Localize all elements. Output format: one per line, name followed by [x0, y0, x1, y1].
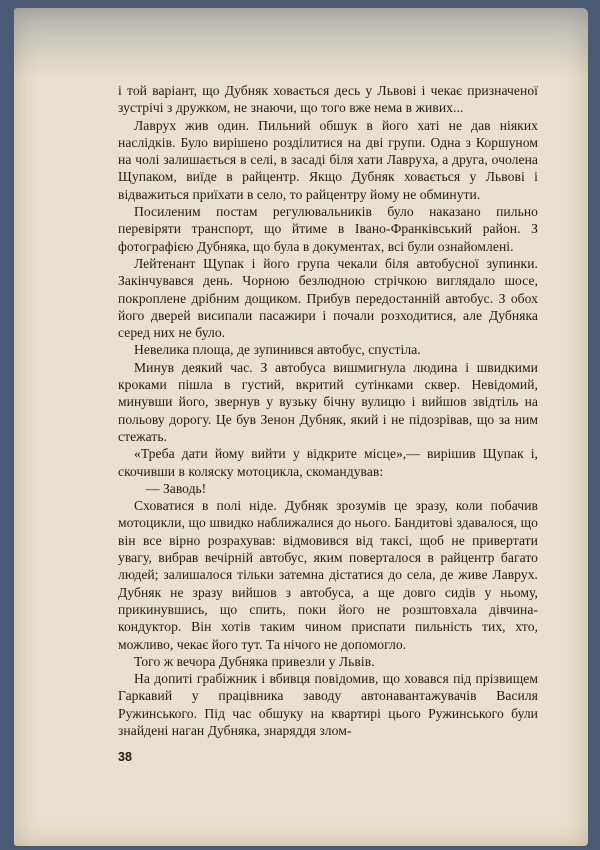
page-text — [118, 82, 538, 739]
paragraph: Минув деякий час. З автобуса вишмигнула людина і швидкими кроками пішла в густий, вкритий сутінками сквер. Невідомий, минувши його, звернув у вузьку бічну вулицю і вийшов звідтіль на польову дорогу. Це був Зенон Дубняк, який і не підозрівав, що за ним стежать. — [118, 359, 538, 444]
paragraph: На допиті грабіжник і вбивця повідомив, що ховався під прізвищем Гаркавий у працівника заводу автонавантажувачів Василя Ружинського. Під час обшуку на квартирі цього Ружинського були знайдені наган Дубняка, знаряддя злом- — [118, 671, 538, 738]
paragraph: Посиленим постам регулювальників було наказано пильно перевіряти транспорт, що йтиме в Івано-Франківський район. З фотографією Дубняка, що була в документах, всі були ознайомлені. — [118, 204, 538, 254]
paragraph: Лейтенант Щупак і його група чекали біля автобусної зупинки. Закінчувався день. Чорною безлюдною стрічкою виглядало шосе, покроплене дрібним дощиком. Прибув передостанній автобус. З обох його дверей висипали пасажири і почали розходитися, але Дубняка серед них не було. — [118, 255, 538, 341]
dialogue-line: — Заводь! — [146, 480, 207, 496]
paragraph: Невелика площа, де зупинився автобус, спустіла. — [134, 342, 421, 358]
page-number: 38 — [118, 750, 132, 764]
book-page — [14, 8, 588, 846]
paragraph: Того ж вечора Дубняка привезли у Львів. — [134, 653, 375, 669]
paragraph: і той варіант, що Дубняк ховається десь у Львові і чекає призначеної зустрічі з дружком, не знаючи, що того вже нема в живих... — [118, 83, 538, 116]
paragraph: «Треба дати йому вийти у відкрите місце»,— вирішив Щупак і, скочивши в коляску мотоцикла, скомандував: — [118, 446, 538, 479]
paragraph: Лаврух жив один. Пильний обшук в його хаті не дав ніяких наслідків. Було вирішено розділитися на дві групи. Одна з Коршуном на чолі залишається в селі, в засаді біля хати Лавруха, а друга, очолена Щупаком, виїде в райцентр. Якщо Дубняк ховається у Львові і відважиться приїхати в село, то райцентру йому не обминути. — [118, 117, 538, 202]
paragraph: Сховатися в полі ніде. Дубняк зрозумів це зразу, коли побачив мотоцикли, що швидко наближалися до нього. Бандитові здавалося, що він все вірно розрахував: відмовився від таксі, щоб не привертати увагу, вибрав вечірній автобус, яким поверталося в райцентр багато людей; залишалося тільки затемна дістатися до села, де живе Лаврух. Дубняк не зразу вийшов з автобуса, а ще довго сидів у ньому, прикинувшись, що спить, поки його не розштовхала дівчина-кондуктор. Він хотів таким чином приспати пильність тих, хто, можливо, чекає його тут. Та нічого не допомогло. — [118, 498, 538, 652]
